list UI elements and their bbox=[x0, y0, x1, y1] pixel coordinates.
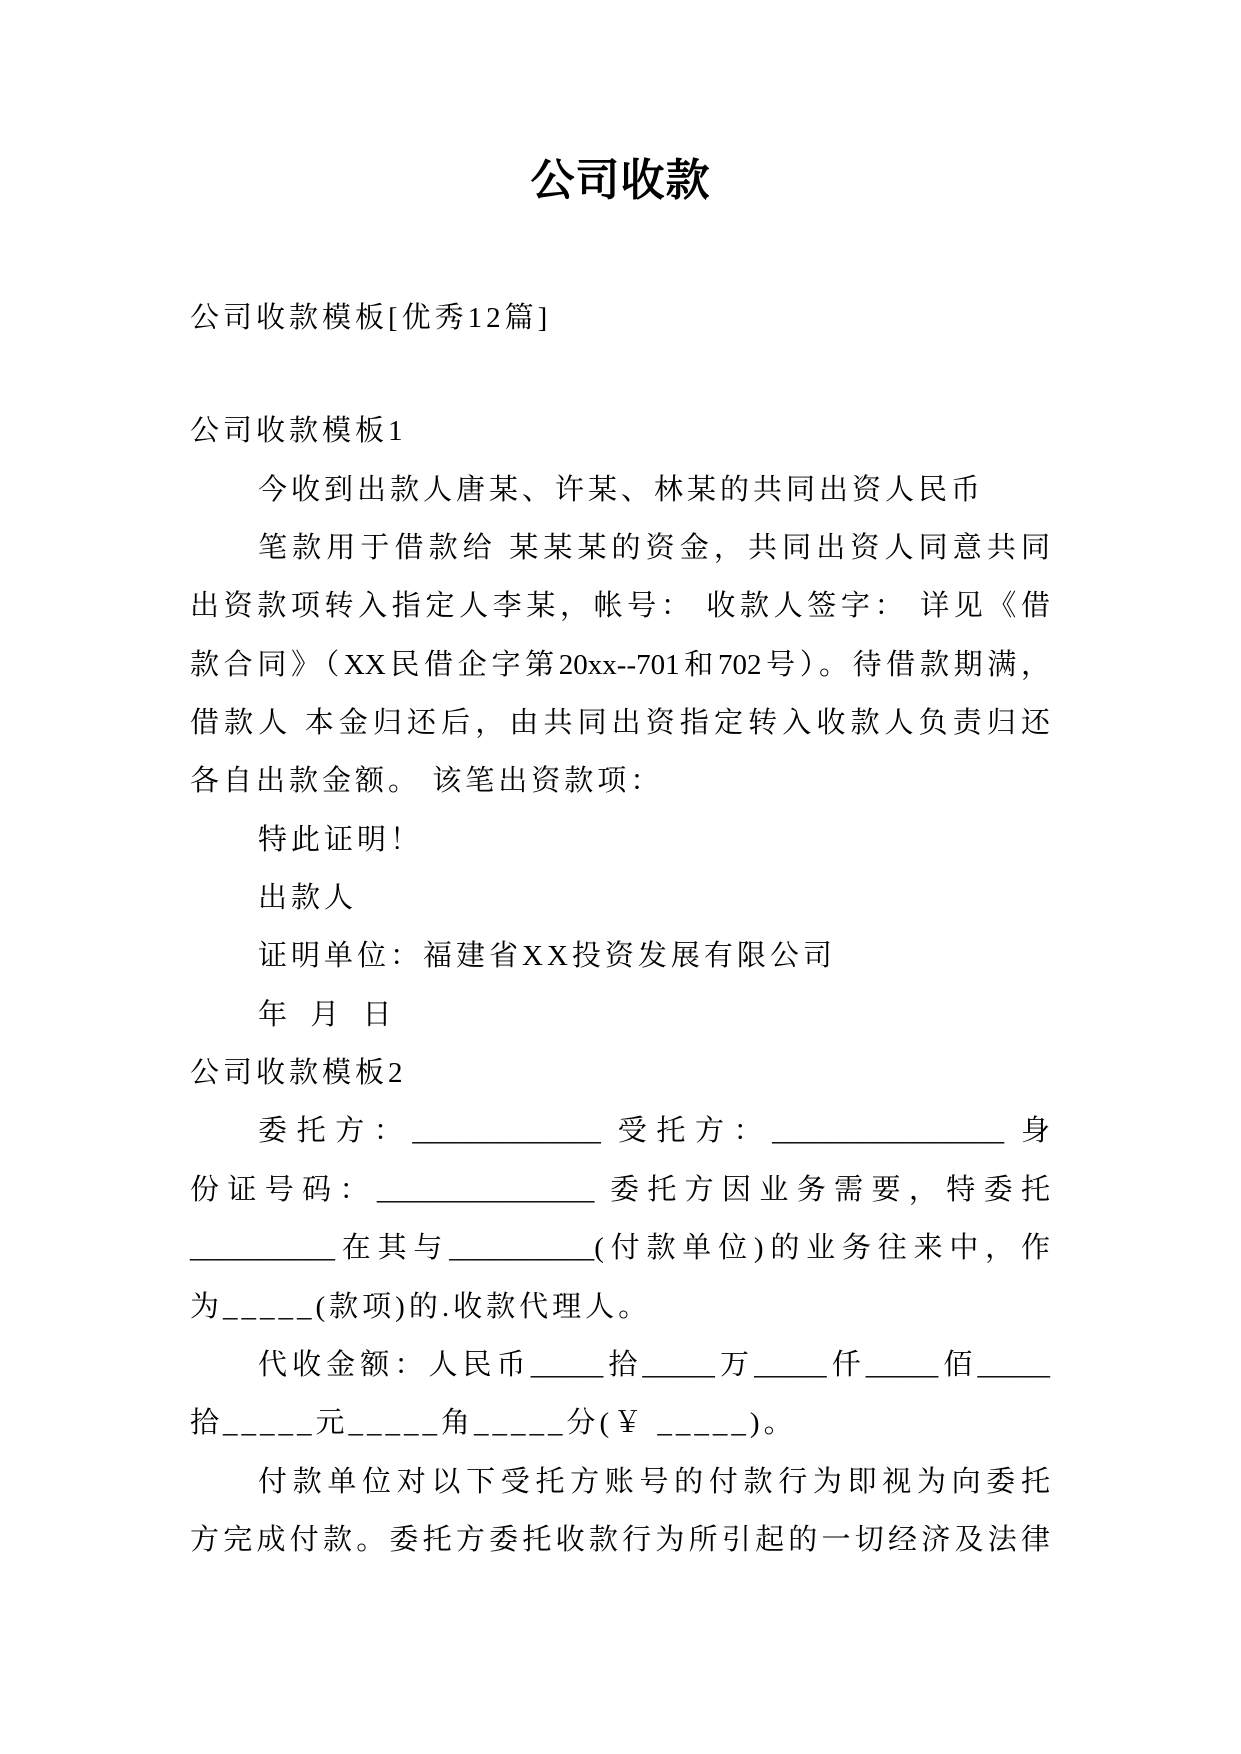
payer-label: 出款人 bbox=[258, 882, 358, 915]
paragraph-line: 拾_____元_____角_____分(￥ _____)。 bbox=[190, 1407, 797, 1440]
paragraph-line: 为_____(款项)的.收款代理人。 bbox=[190, 1290, 652, 1323]
section-heading-template-2: 公司收款模板2 bbox=[190, 1057, 407, 1090]
paragraph-line: 委托方：_____________ 受托方：________________ 身 bbox=[258, 1115, 1050, 1148]
section-heading-template-1: 公司收款模板1 bbox=[190, 415, 407, 448]
paragraph-line: 笔款用于借款给 某某某的资金，共同出资人同意共同 bbox=[258, 532, 1050, 565]
date-line: 年 月 日 bbox=[258, 998, 396, 1031]
closing-statement: 特此证明！ bbox=[258, 823, 424, 856]
paragraph-line: 份证号码：_______________ 委托方因业务需要，特委托 bbox=[190, 1173, 1050, 1206]
paragraph-line: 方完成付款。委托方委托收款行为所引起的一切经济及法律 bbox=[190, 1523, 1050, 1556]
document-title: 公司收款 bbox=[530, 156, 711, 205]
paragraph-line: __________在其与__________(付款单位)的业务往来中，作 bbox=[190, 1232, 1050, 1265]
document-subtitle: 公司收款模板[优秀12篇] bbox=[190, 302, 552, 334]
paragraph-line: 付款单位对以下受托方账号的付款行为即视为向委托 bbox=[258, 1465, 1050, 1498]
paragraph-line: 今收到出款人唐某、许某、林某的共同出资人民币 bbox=[258, 473, 985, 506]
paragraph-line: 代收金额：人民币_____拾_____万_____仟_____佰_____ bbox=[258, 1348, 1050, 1381]
paragraph-line: 款合同》（XX民借企字第20xx--701和702号）。待借款期满， bbox=[190, 648, 1050, 681]
document-body bbox=[190, 289, 1050, 1569]
paragraph-line: 各自出款金额。 该笔出资款项： bbox=[190, 765, 664, 798]
paragraph-line: 借款人 本金归还后，由共同出资指定转入收款人负责归还 bbox=[190, 707, 1050, 740]
paragraph-line: 出资款项转入指定人李某，帐号： 收款人签字： 详见《借 bbox=[190, 590, 1050, 623]
certifying-unit: 证明单位：福建省XX投资发展有限公司 bbox=[258, 940, 836, 973]
